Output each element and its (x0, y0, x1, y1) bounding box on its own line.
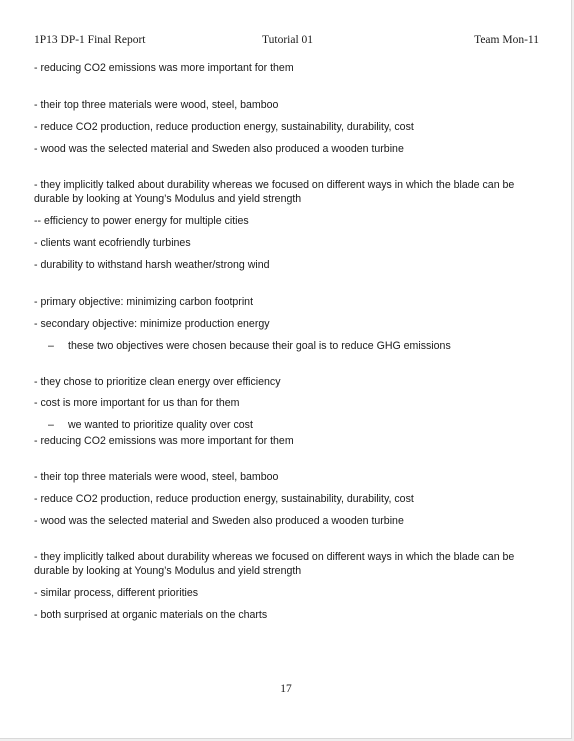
header-course: 1P13 DP-1 Final Report (34, 34, 146, 46)
text-line: - their top three materials were wood, steel, bamboo (34, 471, 279, 483)
text-line: - reducing CO2 emissions was more important for them (34, 435, 294, 447)
document-body (34, 61, 534, 622)
text-line: - primary objective: minimizing carbon footprint (34, 296, 254, 308)
text-line: - similar process, different priorities (34, 587, 199, 599)
text-line: - wood was the selected material and Sweden also produced a wooden turbine (34, 515, 404, 527)
text-line: - cost is more important for us than for them (34, 397, 240, 409)
text-line: -- efficiency to power energy for multiple cities (34, 215, 249, 227)
text-paragraph: - they implicitly talked about durability whereas we focused on different ways in which the blade can be durable by looking at Young’s Modulus and yield strength (34, 551, 515, 577)
text-paragraph: - they implicitly talked about durability whereas we focused on different ways in which the blade can be durable by looking at Young’s Modulus and yield strength (34, 179, 515, 205)
header-team: Team Mon-11 (474, 34, 539, 46)
text-line: - reduce CO2 production, reduce production energy, sustainability, durability, cost (34, 121, 414, 133)
sub-bullet-line (34, 418, 534, 432)
text-line: - secondary objective: minimize production energy (34, 318, 270, 330)
text-line: - clients want ecofriendly turbines (34, 237, 191, 249)
sub-bullet-dash: – (48, 419, 54, 431)
text-line: - both surprised at organic materials on the charts (34, 609, 268, 621)
sub-bullet-dash: – (48, 340, 54, 352)
header-tutorial: Tutorial 01 (262, 34, 314, 46)
text-line: - durability to withstand harsh weather/strong wind (34, 259, 270, 271)
text-line: - reduce CO2 production, reduce production energy, sustainability, durability, cost (34, 493, 414, 505)
text-line: - reducing CO2 emissions was more important for them (34, 62, 294, 74)
text-line: - wood was the selected material and Sweden also produced a wooden turbine (34, 143, 404, 155)
text-line: - their top three materials were wood, steel, bamboo (34, 99, 279, 111)
sub-bullet-text: we wanted to prioritize quality over cost (68, 419, 253, 431)
sub-bullet-line (34, 339, 534, 353)
page-number: 17 (280, 683, 292, 695)
text-line: - they chose to prioritize clean energy over efficiency (34, 376, 281, 388)
sub-bullet-text: these two objectives were chosen because their goal is to reduce GHG emissions (68, 340, 451, 352)
